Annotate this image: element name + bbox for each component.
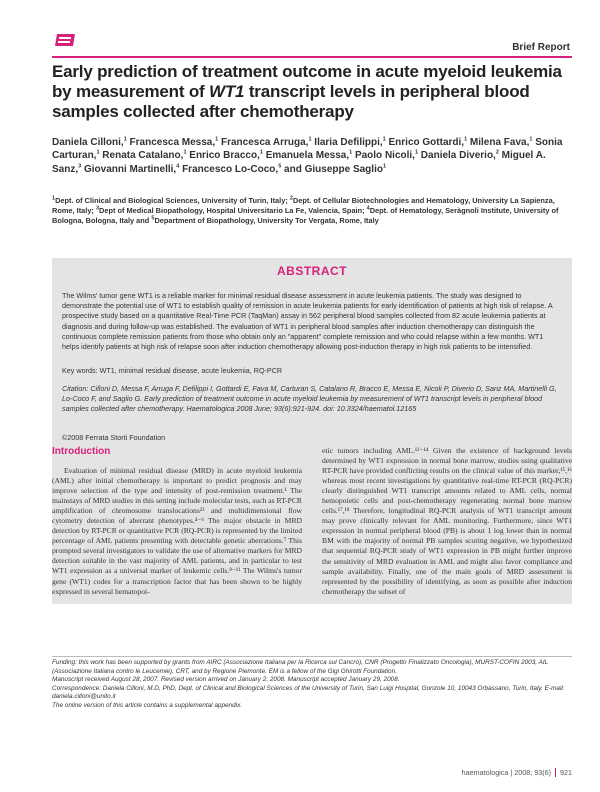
copyright: ©2008 Ferrata Storti Foundation: [62, 433, 166, 442]
affiliation-text: Dept. of Clinical and Biological Sciences, University of Turin, Italy;: [55, 196, 290, 205]
affiliation-text: Dept. of Cellular Biotechnologies and Hematology, University La Sapienza, Rome, Italy;: [52, 196, 555, 216]
author-name: Emanuela Messa,$^1$: [265, 150, 353, 162]
author-affiliation-number: 1: [215, 136, 219, 143]
header-divider: [52, 56, 572, 58]
manuscript-dates: Manuscript received August 28, 2007. Revised version arrived on January 2, 2008. Manuscript accepted January 29, 2008.: [52, 676, 400, 684]
author-affiliation-number: 1: [349, 150, 353, 157]
footnote-divider: [52, 656, 572, 657]
footnotes: [52, 659, 572, 711]
citation: Citation: Cilloni D, Messa F, Arruga F, Defilippi I, Gottardi E, Fava M, Carturan S, Catalano R, Bracco E, Messa E, Nicoli P, Diverio D, Sanz MA, Martinelli G, Lo-Coco F, and Saglio G. Early prediction of treatment outcome in acute myeloid leukemia by measurement of WT1 transcript levels in peripheral blood samples collected after chemotherapy. Haematologica 2008 June; 93(6):921-924. doi: 10.3324/haematol.12165: [62, 384, 557, 414]
author-name: Renata Catalano,$^1$: [102, 150, 187, 162]
article-type-label: Brief Report: [512, 42, 570, 53]
page-footer: [340, 768, 572, 777]
author-affiliation-number: 1: [414, 150, 419, 157]
author-name: and Giuseppe Saglio$^1$: [284, 163, 387, 175]
journal-logo-icon: [53, 32, 77, 48]
author-name: Daniela Cilloni,$^1$: [52, 136, 127, 148]
author-name: Milena Fava,$^1$: [469, 136, 533, 148]
author-name: Daniela Diverio,$^2$: [420, 150, 499, 162]
affiliation-text: Department of Biopathology, University Tor Vergata, Rome, Italy: [154, 216, 379, 226]
page-number: 921: [555, 768, 572, 777]
abstract-heading: ABSTRACT: [277, 264, 347, 278]
affiliation-text: Dept. of Hematology, Seràgnoli Institute, University of Bologna, Bologna, Italy and: [52, 206, 559, 226]
author-name: Miguel A. Sanz,$^3$: [52, 150, 546, 175]
author-affiliation-number: 5: [278, 163, 282, 170]
author-affiliation-number: 1: [382, 136, 386, 143]
affiliation-number: 3: [95, 205, 100, 212]
author-affiliation-number: 1: [382, 163, 387, 170]
correspondence: Correspondence: Daniela Cilloni, M.D, PhD, Dept. of Clinical and Biological Sciences of the University of Turin, San Luigi Hospital, Gonzole 10, 10043 Orbassano, Turin, Italy. E-mail: daniela.cilloni@unito.it: [52, 684, 565, 701]
author-affiliation-number: 2: [495, 150, 499, 157]
author-name: Paolo Nicoli,$^1$: [354, 150, 419, 162]
author-list: [52, 136, 572, 176]
author-name: Francesca Messa,$^1$: [129, 136, 219, 148]
author-affiliation-number: 3: [78, 163, 82, 170]
affiliation-number: 4: [366, 205, 370, 212]
author-affiliation-number: 4: [176, 163, 180, 170]
author-name: Sonia Carturan,$^1$: [52, 137, 563, 162]
author-affiliation-number: 1: [96, 150, 100, 157]
affiliation-text: Dept of Medical Biopathology, Hospital Universitario La Fe, Valencia, Spain;: [99, 206, 367, 216]
author-affiliation-number: 1: [308, 136, 312, 143]
title-gene-name: WT1: [209, 82, 245, 101]
introduction-left-column: Evaluation of minimal residual disease (MRD) in acute myeloid leukemia (AML) after initial chemotherapy is important to predict prognosis and may improve selection of the type and intensity of post-remission treatment.¹ The mainstays of MRD studies in this setting include molecular tests, such as RT-PCR amplification of chromosome translocations²³ and multidimensional flow cytometry detection of aberrant phenotypes.⁴⁻⁶ The major obstacle in MRD detection by RT-PCR or quantitative PCR (RQ-PCR) is represented by the limited percentage of AML patients presenting with detectable genetic aberrations.⁷ This prompted several investigators to validate the use of alternative markers for MRD detection suitable in the vast majority of AML patients, and in particular to test WT1 expression as a universal marker of leukemic cells.⁸⁻¹¹ The Wilms's tumor gene (WT1) codes for a transcription factor that has been shown to be highly expressed in several hematopoi-: [52, 466, 302, 596]
author-name: Enrico Gottardi,$^1$: [388, 136, 468, 148]
affiliations: [52, 196, 572, 227]
author-affiliation-number: 1: [464, 136, 468, 143]
affiliation-number: 1: [52, 195, 56, 202]
author-name: Ilaria Defilippi,$^1$: [314, 136, 386, 148]
author-affiliation-number: 1: [123, 136, 127, 143]
online-note: The online version of this article contains a supplemental appendix.: [52, 701, 243, 709]
article-title: Early prediction of treatment outcome in acute myeloid leukemia by measurement of WT1 transcript levels in peripheral blood samples collected after chemotherapy: [52, 62, 562, 121]
author-affiliation-number: 1: [529, 136, 533, 143]
author-name: Francesca Arruga,$^1$: [221, 136, 312, 148]
funding-note: Funding: this work has been supported by grants from AIRC (Associazione Italiana per la Ricerca sul Cancro), CNR (Progetto Finalizzato Oncologia), MURST-COFIN 2003, AIL (Associazione Italiana contro le Leucemie), CRT, and by Regione Piemonte. EM is a fellow of the Gigi Ghirotti Foundation.: [52, 659, 549, 675]
author-name: Enrico Bracco,$^1$: [189, 150, 263, 162]
author-affiliation-number: 1: [259, 150, 263, 157]
introduction-right-column: etic tumors including AML.¹²⁻¹⁴ Given the existence of background levels determined by WT1 expression in normal bone marrow, studies using qualitative RT-PCR have provided conflicting results on the clinical value of this marker,¹⁵,¹⁶ whereas most recent investigations by quantitative real-time RT-PCR (RQ-PCR) clearly distinguished WT1 transcript amounts related to AML cells, normal hemopoietic cells and post-chemotherapy regenerating normal bone marrow cells.¹⁷,¹⁸ Therefore, longitudinal RQ-PCR analysis of WT1 transcript amount may prove clinically relevant for AML monitoring. Furthermore, since WT1 expression in normal peripheral blood (PB) is about 1 log lower than in normal BM with the majority of normal PB samples scoring negative, we hypothesized that sequential RQ-PCR study of WT1 expression in PB might further improve the sensitivity of MRD evaluation in AML and might also favor compliance and sample availability. Finally, one of the main goals of MRD assessment is represented by the possibility of identifying, as soon as possible after induction chemotherapy the subset of: [322, 446, 572, 596]
keywords: Key words: WT1, minimal residual disease, acute leukemia, RQ-PCR: [62, 366, 283, 375]
introduction-heading: Introduction: [52, 446, 111, 457]
author-name: Francesco Lo-Coco,$^5$: [182, 163, 282, 175]
author-affiliation-number: 1: [183, 150, 187, 157]
affiliation-number: 5: [151, 215, 155, 222]
journal-issue: haematologica | 2008; 93(6): [461, 768, 551, 777]
abstract-text: The Wilms' tumor gene WT1 is a reliable marker for minimal residual disease assessment in acute leukemia patients. The study was designed to demonstrate the potential use of WT1 to establish quality of remission in acute leukemia patients for early identification of patients at high risk of relapse. A prospective study based on a quantitative Real-Time PCR (TaqMan) assay in 562 peripheral blood samples collected from 82 acute leukemia patients at diagnosis and during follow-up was established. The evaluation of WT1 in peripheral blood samples after induction chemotherapy can distinguish the continuous complete remission patients from those who obtain only an "apparent" complete remission and who could relapse within a few months. WT1 helps identify patients at high risk of relapse soon after induction chemotherapy allowing post-induction therapy in high risk patients to be intensified.: [62, 291, 553, 352]
author-name: Giovanni Martinelli,$^4$: [83, 163, 180, 175]
affiliation-number: 2: [289, 195, 293, 202]
